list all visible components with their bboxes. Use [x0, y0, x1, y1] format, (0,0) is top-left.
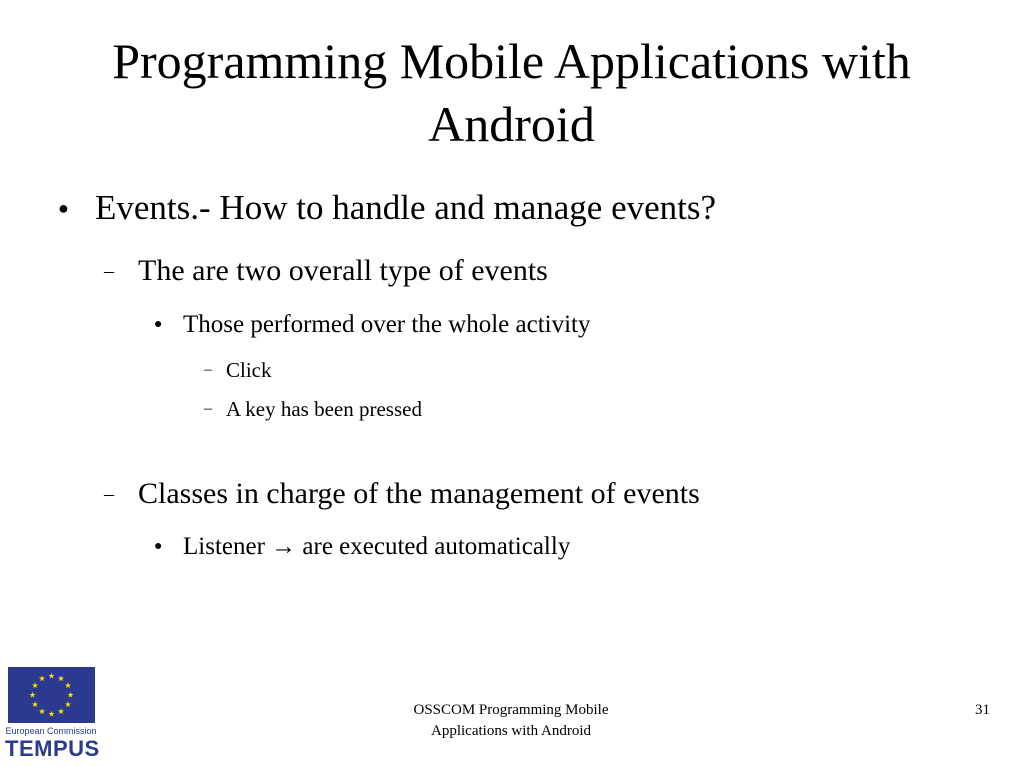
page-number: 31 — [975, 702, 990, 718]
dash-marker: – — [204, 361, 212, 378]
eu-star-icon — [32, 701, 38, 707]
eu-star-icon — [32, 682, 38, 688]
eu-flag-icon — [8, 667, 95, 723]
bullet-marker: ● — [58, 198, 69, 218]
eu-star-icon — [58, 675, 64, 681]
eu-stars-icon — [8, 667, 95, 723]
logo-org-text: European Commission — [5, 726, 97, 736]
eu-star-icon — [48, 711, 54, 717]
eu-star-icon — [58, 708, 64, 714]
bullet-text: Listener → are executed automatically — [183, 533, 571, 560]
slide-title: Programming Mobile Applications with Android — [112, 33, 911, 152]
bullet-marker: ● — [154, 539, 163, 554]
eu-star-icon — [65, 682, 71, 688]
bullet-marker: ● — [154, 317, 163, 332]
footer-line-1: OSSCOM Programming Mobile — [413, 702, 609, 718]
eu-star-icon — [39, 708, 45, 714]
bullet-text: Events.- How to handle and manage events? — [95, 188, 717, 227]
footer-text — [361, 700, 661, 742]
eu-star-icon — [29, 692, 35, 698]
bullet-text: Those performed over the whole activity — [183, 311, 591, 338]
bullet-text: The are two overall type of events — [138, 254, 548, 287]
bullet-text: Click — [226, 358, 272, 382]
dash-marker: – — [204, 400, 212, 417]
eu-star-icon — [39, 675, 45, 681]
tempus-logo — [5, 665, 100, 762]
bullet-text: A key has been pressed — [226, 397, 422, 421]
dash-marker: – — [104, 483, 114, 505]
dash-marker: – — [104, 260, 114, 282]
bullet-text: Classes in charge of the management of events — [138, 477, 700, 510]
eu-star-icon — [48, 673, 54, 679]
logo-program-text: TEMPUS — [5, 736, 100, 761]
eu-star-icon — [67, 692, 73, 698]
eu-star-icon — [65, 701, 71, 707]
footer-line-2: Applications with Android — [431, 723, 591, 739]
